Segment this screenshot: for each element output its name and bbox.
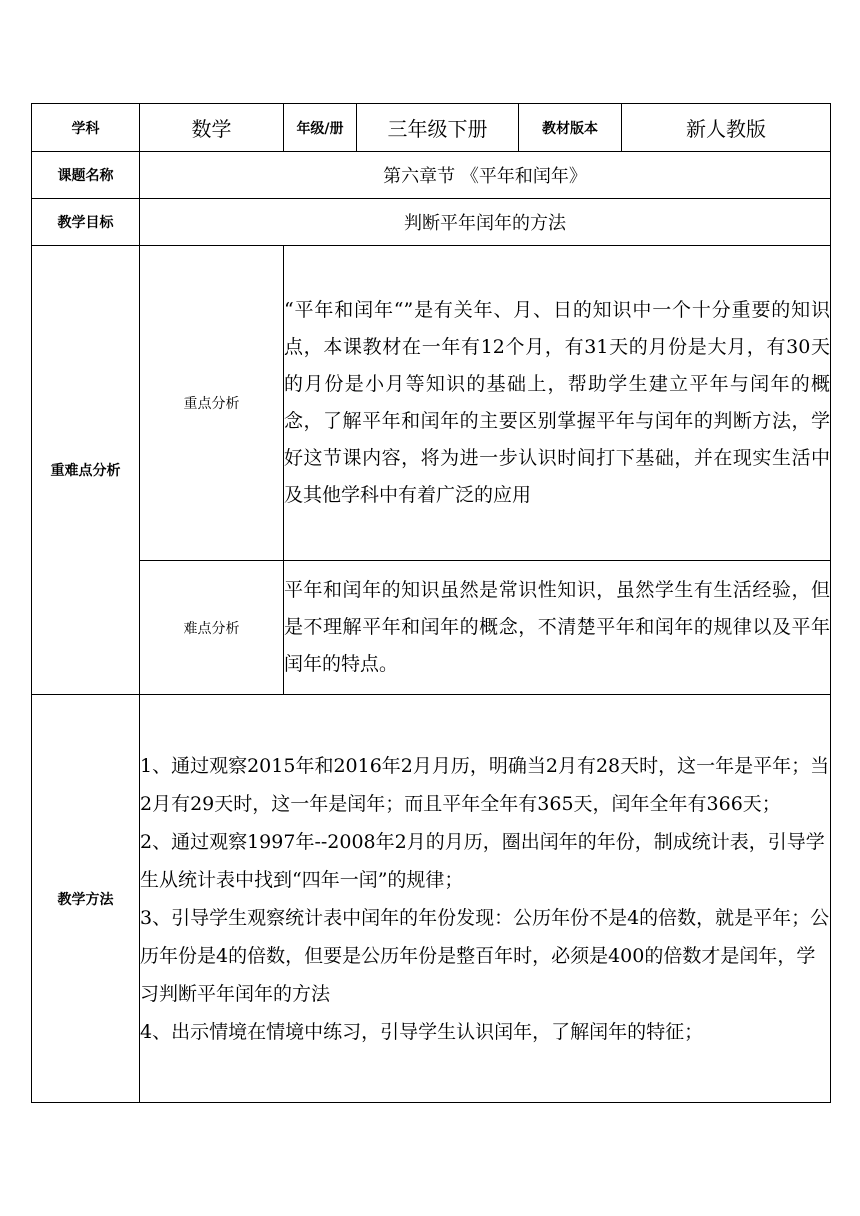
subject-value: 数学: [140, 104, 284, 152]
objective-value: 判断平年闰年的方法: [140, 199, 831, 246]
difficulty-label: 难点分析: [140, 561, 284, 695]
method-row: [32, 695, 831, 1103]
method-item: 1、通过观察2015年和2016年2月月历，明确当2月有28天时，这一年是平年；当2月有29天时，这一年是闰年；而且平年全年有365天，闰年全年有366天；: [140, 754, 830, 815]
header-row: [32, 104, 831, 152]
focus-row: [32, 246, 831, 561]
subject-label: 学科: [32, 104, 140, 152]
method-item: 4、出示情境在情境中练习，引导学生认识闰年，了解闰年的特征；: [140, 1020, 704, 1043]
difficulty-text: 平年和闰年的知识虽然是常识性知识，虽然学生有生活经验，但是不理解平年和闰年的概念，不清楚平年和闰年的规律以及平年闰年的特点。: [284, 579, 830, 675]
key-points-label: 重难点分析: [32, 246, 140, 695]
method-label: 教学方法: [32, 695, 140, 1103]
method-item: 3、引导学生观察统计表中闰年的年份发现：公历年份不是4的倍数，就是平年；公历年份是4的倍数，但要是公历年份是整百年时，必须是400的倍数才是闰年，学习判断平年闰年的方法: [140, 906, 830, 1005]
edition-label: 教材版本: [519, 104, 622, 152]
focus-text-cell: [284, 246, 831, 561]
topic-value: 第六章节 《平年和闰年》: [140, 152, 831, 199]
objective-label: 教学目标: [32, 199, 140, 246]
grade-label: 年级/册: [284, 104, 357, 152]
difficulty-row: [32, 561, 831, 695]
difficulty-text-cell: [284, 561, 831, 695]
edition-value: 新人教版: [622, 104, 831, 152]
objective-row: [32, 199, 831, 246]
method-text-cell: [140, 695, 831, 1103]
grade-value: 三年级下册: [357, 104, 519, 152]
lesson-plan-table: [31, 103, 831, 1103]
method-item: 2、通过观察1997年--2008年2月的月历，圈出闰年的年份，制成统计表，引导学生从统计表中找到“四年一闰”的规律；: [140, 830, 825, 891]
focus-label: 重点分析: [140, 246, 284, 561]
topic-label: 课题名称: [32, 152, 140, 199]
focus-text: “平年和闰年“”是有关年、月、日的知识中一个十分重要的知识点，本课教材在一年有12个月，有31天的月份是大月，有30天的月份是小月等知识的基础上，帮助学生建立平年与闰年的概念，了解平年和闰年的主要区别掌握平年与闰年的判断方法，学好这节课内容，将为进一步认识时间打下基础，并在现实生活中及其他学科中有着广泛的应用: [284, 299, 830, 506]
topic-row: [32, 152, 831, 199]
